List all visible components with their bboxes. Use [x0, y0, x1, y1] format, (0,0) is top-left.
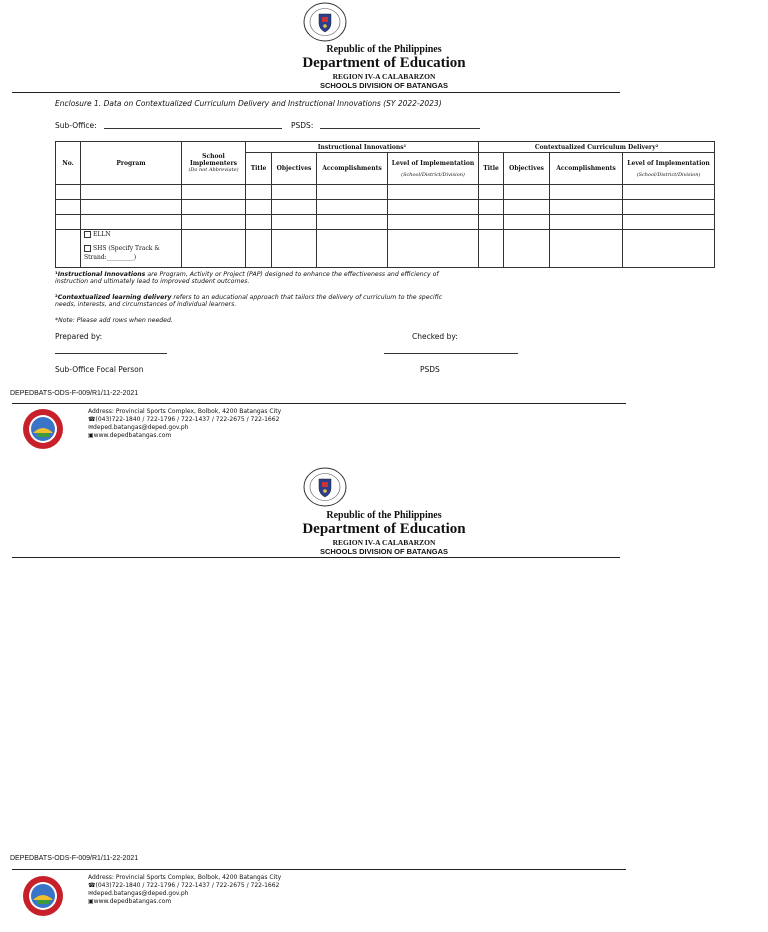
- footer-contact: [88, 408, 281, 440]
- sub-office-label: Sub-Office:: [55, 121, 97, 130]
- department-title: Department of Education: [302, 521, 466, 537]
- checked-by-label: Checked by:: [412, 332, 458, 341]
- sdo-batangas-logo-icon: [21, 408, 65, 450]
- table-row[interactable]: [56, 230, 715, 268]
- innovations-term: Instructional Innovations: [57, 271, 146, 278]
- department-title: Department of Education: [302, 55, 466, 71]
- group-contextualized-delivery: Contextualized Curriculum Delivery²: [479, 142, 715, 153]
- table-row[interactable]: [56, 200, 715, 215]
- region-line: REGION IV-A CALABARZON: [332, 538, 436, 547]
- doc-code: DEPEDBATS-ODS-F-009/R1/11-22-2021: [10, 855, 139, 862]
- republic-line: Republic of the Philippines: [326, 510, 442, 521]
- footer-contact: [88, 874, 281, 906]
- division-line: SCHOOLS DIVISION OF BATANGAS: [319, 81, 449, 90]
- prepared-by-signature-line[interactable]: [55, 353, 167, 354]
- ccd-col-level: [623, 153, 715, 185]
- psds-label: PSDS:: [291, 121, 314, 130]
- division-line: SCHOOLS DIVISION OF BATANGAS: [319, 547, 449, 556]
- footer-divider: [12, 403, 626, 404]
- focal-person-label: Sub-Office Focal Person: [55, 365, 144, 374]
- header-divider: [12, 92, 620, 93]
- ccd-col-accomplishments: Accomplishments: [550, 153, 623, 185]
- footer-phone: ☎(043)722-1840 / 722-1796 / 722-1437 / 722-2675 / 722-1662: [88, 416, 280, 423]
- innovations-text-2: instruction and ultimately lead to improved student outcomes.: [55, 278, 250, 285]
- ii-col-title: Title: [246, 153, 272, 185]
- footer-email[interactable]: ✉deped.batangas@deped.gov.ph: [88, 890, 189, 897]
- checked-by-signature-line[interactable]: [384, 353, 518, 354]
- sub-office-input[interactable]: [104, 128, 282, 129]
- col-no: No.: [56, 142, 81, 185]
- doc-code: DEPEDBATS-ODS-F-009/R1/11-22-2021: [10, 390, 139, 397]
- ccd-note: ²Contextualized learning delivery refers to an educational approach that tailors the delivery of curriculum to the specific needs, interests, and circumstances of individual learners.: [55, 294, 443, 308]
- ii-col-level: [388, 153, 479, 185]
- sdo-batangas-logo-icon: [21, 875, 65, 917]
- data-table: [55, 141, 715, 268]
- ccd-term: Contextualized learning delivery: [57, 294, 172, 301]
- table-row[interactable]: [56, 185, 715, 200]
- ii-col-accomplishments: Accomplishments: [317, 153, 388, 185]
- deped-seal-icon: [302, 2, 348, 42]
- enclosure-title: Enclosure 1. Data on Contextualized Curriculum Delivery and Instructional Innovations (SY 2022-2023): [55, 99, 442, 108]
- checkbox-icon[interactable]: [84, 245, 91, 252]
- option-elln-label: ELLN: [93, 231, 111, 238]
- ccd-text-2: needs, interests, and circumstances of individual learners.: [55, 301, 237, 308]
- col-program: Program: [81, 142, 182, 185]
- ii-col-level-note: (School/District/Division): [401, 171, 465, 178]
- col-school-implementers: [182, 142, 246, 185]
- table-row[interactable]: [56, 215, 715, 230]
- ccd-text-1: refers to an educational approach that tailors the delivery of curriculum to the specific: [171, 294, 443, 301]
- innovations-note: ¹Instructional Innovations are Program, Activity or Project (PAP) designed to enhance the effectiveness and efficiency of instruction and ultimately lead to improved student outcomes.: [55, 271, 439, 285]
- option-elln[interactable]: [84, 231, 181, 238]
- region-line: REGION IV-A CALABARZON: [332, 72, 436, 81]
- deped-seal-icon: [302, 467, 348, 507]
- ccd-col-objectives: Objectives: [504, 153, 550, 185]
- footer-phone: ☎(043)722-1840 / 722-1796 / 722-1437 / 722-2675 / 722-1662: [88, 882, 280, 889]
- footer-divider: [12, 869, 626, 870]
- footer-website[interactable]: ▣www.depedbatangas.com: [88, 432, 172, 439]
- republic-line: Republic of the Philippines: [326, 44, 442, 55]
- prepared-by-label: Prepared by:: [55, 332, 103, 341]
- group-instructional-innovations: Instructional Innovations¹: [246, 142, 479, 153]
- col-school-label: School Implementers: [189, 153, 238, 167]
- ccd-col-level-label: Level of Implementation: [627, 159, 710, 167]
- ccd-col-title: Title: [479, 153, 504, 185]
- header-divider: [12, 557, 620, 558]
- footer-website[interactable]: ▣www.depedbatangas.com: [88, 898, 172, 905]
- checkbox-icon[interactable]: [84, 231, 91, 238]
- add-rows-note: *Note: Please add rows when needed.: [55, 317, 173, 324]
- ii-col-level-label: Level of Implementation: [391, 159, 475, 167]
- option-shs-label: SHS (Specify Track & Strand:_________): [84, 245, 160, 261]
- footer-address: Address: Provincial Sports Complex, Bolbok, 4200 Batangas City: [88, 874, 282, 881]
- ccd-col-level-note: (School/District/Division): [636, 171, 701, 178]
- psds-signatory-label: PSDS: [420, 365, 440, 374]
- psds-input[interactable]: [320, 128, 480, 129]
- footer-address: Address: Provincial Sports Complex, Bolbok, 4200 Batangas City: [88, 408, 282, 415]
- col-school-note: (Do not Abbreviate): [188, 167, 239, 173]
- footer-email[interactable]: ✉deped.batangas@deped.gov.ph: [88, 424, 189, 431]
- innovations-text-1: are Program, Activity or Project (PAP) designed to enhance the effectiveness and efficiency of: [145, 271, 439, 278]
- ii-col-objectives: Objectives: [272, 153, 317, 185]
- option-shs[interactable]: [84, 244, 181, 262]
